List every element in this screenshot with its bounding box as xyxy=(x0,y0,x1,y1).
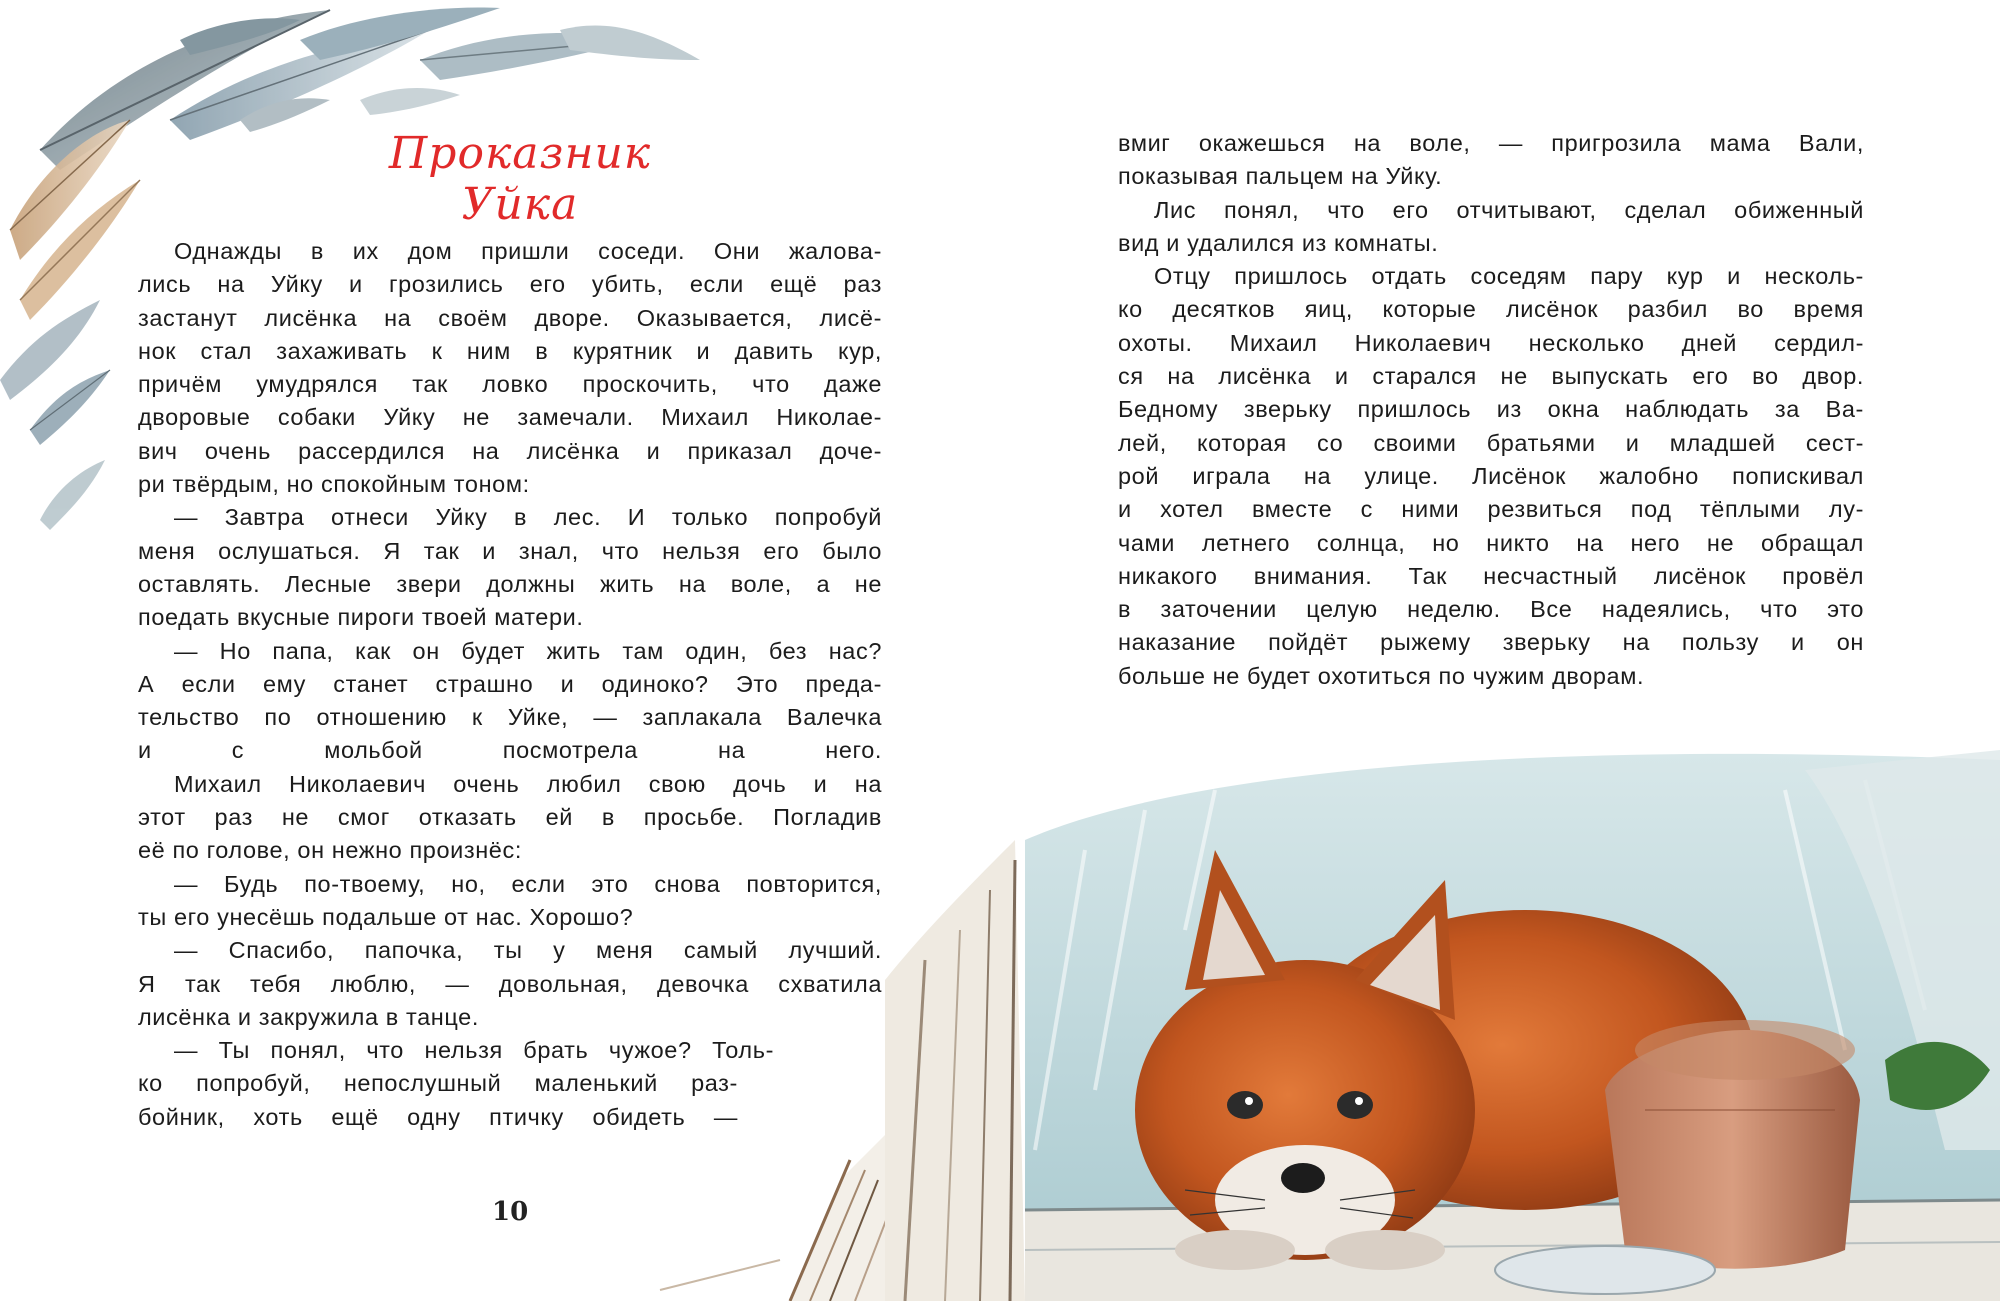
text-line: лисёнка и закружила в танце. xyxy=(138,1003,479,1030)
text-line: тельство по отношению к Уйке, — заплакала Валечка xyxy=(138,704,882,731)
text-line: Я так тебя люблю, — довольная, девочка схватила xyxy=(138,970,882,997)
left-page-text xyxy=(138,235,882,1134)
text-line: дворовые собаки Уйку не замечали. Михаил Николае- xyxy=(138,404,882,431)
text-line: показывая пальцем на Уйку. xyxy=(1118,163,1443,190)
text-line: вич очень рассердился на лисёнка и приказал доче- xyxy=(138,437,882,464)
text-line: больше не будет охотиться по чужим дворам. xyxy=(1118,662,1645,689)
text-line: поедать вкусные пироги твоей матери. xyxy=(138,604,584,631)
text-line: ты его унесёшь подальше от нас. Хорошо? xyxy=(138,903,634,930)
text-line: в заточении целую неделю. Все надеялись, что это xyxy=(1118,596,1864,623)
text-line: её по голове, он нежно произнёс: xyxy=(138,837,522,864)
text-line: лись на Уйку и грозились его убить, если ещё раз xyxy=(138,271,882,298)
text-line: и с мольбой посмотрела на него. xyxy=(138,737,882,764)
text-line: — Спасибо, папочка, ты у меня самый лучший. xyxy=(174,937,882,964)
text-line: — Ты понял, что нельзя брать чужое? Толь- xyxy=(174,1037,774,1064)
text-line: — Но папа, как он будет жить там один, без нас? xyxy=(174,637,882,664)
text-line: этот раз не смог отказать ей в просьбе. Погладив xyxy=(138,804,882,831)
text-line: меня ослушаться. Я так и знал, что нельзя его было xyxy=(138,537,882,564)
text-line: Лис понял, что его отчитывают, сделал обиженный xyxy=(1154,196,1864,223)
text-line: бойник, хоть ещё одну птичку обидеть — xyxy=(138,1103,738,1130)
text-line: Отцу пришлось отдать соседям пару кур и несколь- xyxy=(1154,263,1864,290)
wood-frame-illustration xyxy=(640,1120,900,1301)
text-line: охоты. Михаил Николаевич несколько дней сердил- xyxy=(1118,329,1864,356)
clay-jar-illustration xyxy=(1605,1020,1860,1269)
text-line: ко десятков яиц, которые лисёнок разбил во время xyxy=(1118,296,1864,323)
text-line: и хотел вместе с ними резвиться под тёплыми лу- xyxy=(1118,496,1864,523)
page-number: 10 xyxy=(492,1197,529,1227)
fox-cub-illustration xyxy=(885,730,2000,1301)
text-line: чами летнего солнца, но никто на него не обращал xyxy=(1118,529,1864,556)
text-line: ся на лисёнка и старался не выпускать его во двор. xyxy=(1118,363,1864,390)
text-line: А если ему станет страшно и одиноко? Это преда- xyxy=(138,670,882,697)
text-line: застанут лисёнка на своём дворе. Оказывается, лисё- xyxy=(138,304,882,331)
text-line: причём умудрялся так ловко проскочить, что даже xyxy=(138,371,882,398)
text-line: рой играла на улице. Лисёнок жалобно попискивал xyxy=(1118,462,1864,489)
text-line: Бедному зверьку пришлось из окна наблюдать за Ва- xyxy=(1118,396,1864,423)
text-line: никакого внимания. Так несчастный лисёнок провёл xyxy=(1118,562,1864,589)
text-line: Михаил Николаевич очень любил свою дочь и на xyxy=(174,770,882,797)
right-page-text xyxy=(1118,127,1864,693)
text-line: вид и удалился из комнаты. xyxy=(1118,229,1439,256)
text-line: лей, которая со своими братьями и младшей сест- xyxy=(1118,429,1864,456)
text-line: вмиг окажешься на воле, — пригрозила мама Вали, xyxy=(1118,130,1864,156)
story-title: Проказник Уйка xyxy=(388,128,652,230)
text-line: наказание пойдёт рыжему зверьку на пользу и он xyxy=(1118,629,1864,656)
text-line: оставлять. Лесные звери должны жить на воле, а не xyxy=(138,570,882,597)
text-line: нок стал захаживать к ним в курятник и давить кур, xyxy=(138,337,882,364)
text-line: — Завтра отнеси Уйку в лес. И только попробуй xyxy=(174,504,882,531)
text-line: Однажды в их дом пришли соседи. Они жалова- xyxy=(174,238,882,264)
text-line: ри твёрдым, но спокойным тоном: xyxy=(138,471,530,498)
text-line: ко попробуй, непослушный маленький раз- xyxy=(138,1070,738,1097)
text-line: — Будь по-твоему, но, если это снова повторится, xyxy=(174,870,882,897)
